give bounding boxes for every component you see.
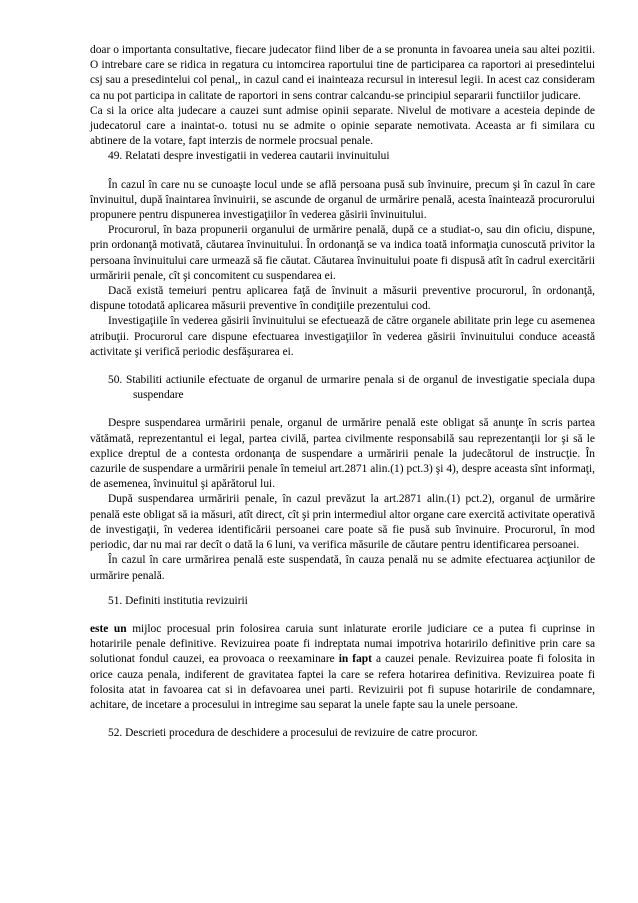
bold-phrase: in fapt (338, 653, 372, 666)
document-page (90, 43, 595, 754)
paragraph: După suspendarea urmăririi penale, în cazul prevăzut la art.2871 alin.(1) pct.2), organul de urmărire penală este obligat să ia măsuri, atît direct, cît şi prin intermediul altor organe care exercită activitate operativă de investigaţii, în vederea identificării persoanei care poate să fie pusă sub învinuire. Procurorul, în mod periodic, dar nu mai rar decît o dată la 6 luni, va verifica măsurile de căutare pentru identificarea persoanei. (90, 493, 595, 552)
paragraph: Procurorul, în baza propunerii organului de urmărire penală, după ce a studiat-o, sau din oficiu, dispune, prin ordonanţă motivată, căutarea învinuitului. În ordonanţă se va indica toată informaţia cunoscută privitor la persoana învinuitului care urmează să fie căutat. Căutarea învinuitului poate fi dispusă atît în cadrul exercitării urmăririi penale, cît şi concomitent cu suspendarea ei. (90, 224, 595, 282)
paragraph: Despre suspendarea urmăririi penale, organul de urmărire penală este obligat să anunţe în scris partea vătămată, reprezentantul ei legal, partea civilă, partea civilmente responsabilă sau reprezentanţii lor şi să le explice dreptul de a contesta ordonanţa de suspendare a urmăririi penale la judecătorul de instrucţie. În cazurile de suspendare a urmăririi penale în temeiul art.2871 alin.(1) pct.3) şi 4), despre aceasta sînt informaţi, de asemenea, învinuitul şi apărătorul lui. (90, 417, 595, 491)
paragraph: Dacă există temeiuri pentru aplicarea faţă de învinuit a măsurii preventive procurorul, în ordonanţă, dispune totodată aplicarea măsurii preventive în condiţiile prezentului cod. (90, 285, 595, 313)
spacer (90, 360, 595, 373)
question-heading-50: 50. Stabiliti actiunile efectuate de organul de urmarire penala si de organul de investigatie speciala dupa suspendare (108, 374, 595, 402)
bold-lead: este un (90, 622, 127, 635)
paragraph: În cazul în care urmărirea penală este suspendată, în cauza penală nu se admite efectuarea acţiunilor de urmărire penală. (90, 554, 595, 582)
paragraph: Investigaţiile în vederea găsirii învinuitului se efectuează de către organele abilitate prin lege cu asemenea atribuţii. Procurorul care dispune efectuarea investigaţiilor în vederea găsirii învinuitului conduce această activitate şi verifică periodic desfăşurarea ei. (90, 315, 595, 358)
definition-text-cont: a cauzei penale. Revizuirea poate fi folosita in orice cauza penala, indiferent de gravitatea faptei la care se refera hotarirea definitiva. Revizuirea poate fi folosita atat in favoarea cat si in defavoarea unei parti. Revizuirii pot fi supuse hotaririle de condamnare, achitare, de incetare a procesului in intregime sau separat la unele fapte sau la unele persoane. (90, 653, 595, 711)
paragraph: În cazul în care nu se cunoaşte locul unde se află persoana pusă sub învinuire, precum şi în cazul în care învinuitul, după înaintarea învinuirii, se ascunde de organul de urmărire penală, acesta înaintează procurorului propunere pentru dispunerea investigaţiilor în vederea găsirii învinuitului. (90, 178, 595, 222)
paragraph: Ca si la orice alta judecare a cauzei sunt admise opinii separate. Nivelul de motivare a acesteia depinde de judecatorul care a inaintat-o. totusi nu se admite o opinie separate nemotivata. Aceasta ar fi similara cu abtinere de la votare, fapt interzis de normele procsual penale. (90, 104, 595, 148)
question-heading-51: 51. Definiti institutia revizuirii (108, 594, 248, 607)
revizuire-definition (90, 622, 595, 713)
question-heading-52: 52. Descrieti procedura de deschidere a procesului de revizuire de catre procuror. (108, 727, 478, 740)
definition-text: mijloc procesual prin folosirea caruia sunt inlaturate erorile judiciare ce a putea fi cuprinse in hotaririle penale definitive. Revizuirea poate fi indreptata numai impotriva hotaririlo definitive prin care sa solutionat fondul cauzei, ea provoaca o reexaminare (90, 622, 596, 666)
question-heading-49: 49. Relatati despre investigatii in vederea cautarii invinuitului (108, 150, 390, 163)
spacer (90, 713, 595, 726)
paragraph: doar o importanta consultative, fiecare judecator fiind liber de a se pronunta in favoarea uneia sau altei pozitii. O intrebare care se ridica in regatura cu intomcirea raportului tine de participarea ca raportori ai presedintelui csj sau a presedintelui col penal,, in cazul cand ei inainteaza recursul in interesul legii. In acest caz consideram ca nu pot participa in calitate de raportori in sens contrar calcandu-se principiul separarii functiilor judicare. (90, 44, 595, 102)
spacer (90, 584, 595, 594)
